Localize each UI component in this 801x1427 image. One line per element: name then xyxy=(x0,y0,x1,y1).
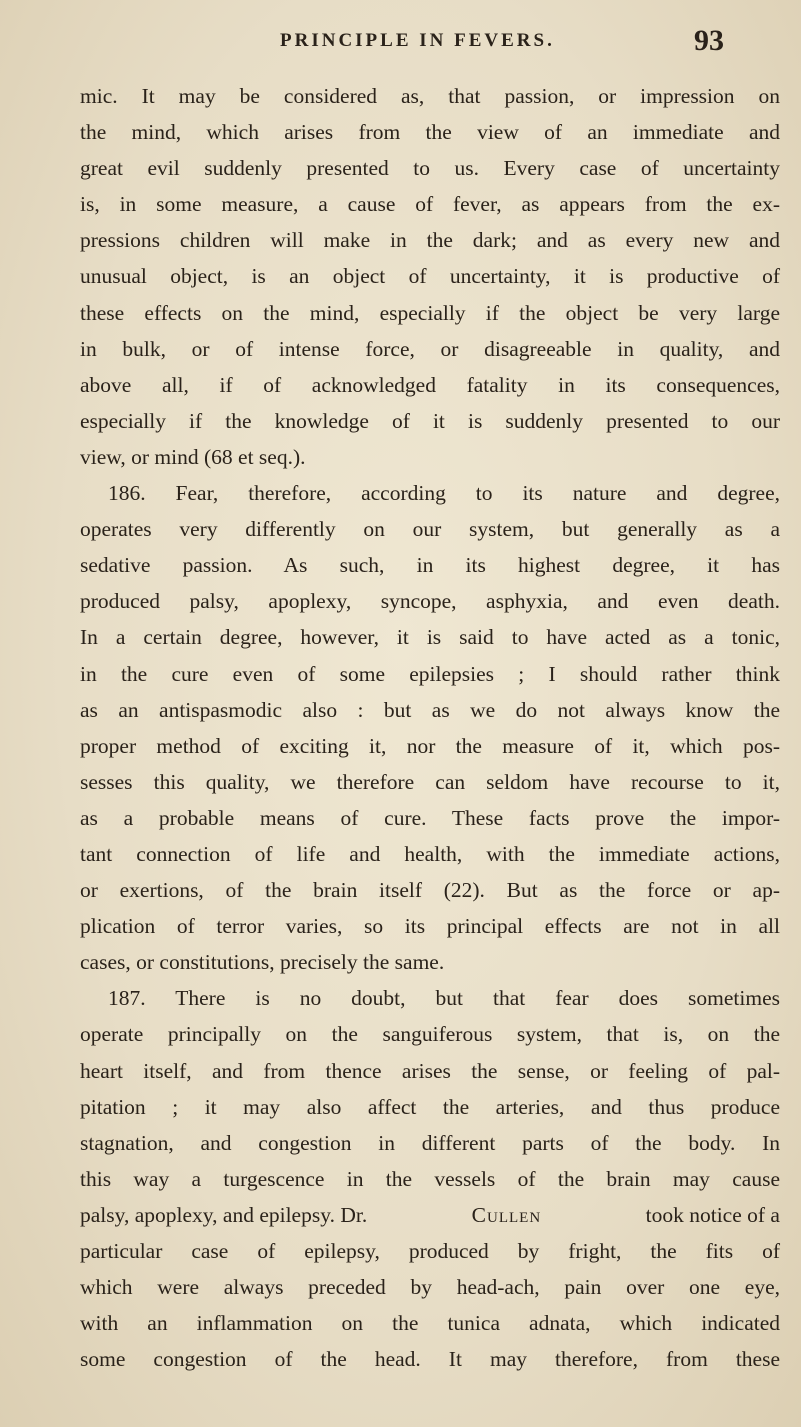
paragraph-186-start: 186. Fear, therefore, according to its nature and degree, xyxy=(108,481,780,506)
text-line: unusual object, is an object of uncertainty, it is productive of xyxy=(80,264,780,289)
text-line: pitation ; it may also affect the arteries, and thus produce xyxy=(80,1094,780,1119)
text-line: In a certain degree, however, it is said to have acted as a tonic, xyxy=(80,625,780,650)
body-text xyxy=(80,78,780,1377)
text-line: the mind, which arises from the view of an immediate and xyxy=(80,120,780,145)
text-line: or exertions, of the brain itself (22). But as the force or ap- xyxy=(80,878,780,903)
text-line: sesses this quality, we therefore can seldom have recourse to it, xyxy=(80,769,780,794)
text-line-with-name xyxy=(80,1197,780,1233)
text-line: these effects on the mind, especially if the object be very large xyxy=(80,300,780,325)
author-name-cullen: Cullen xyxy=(471,1202,542,1227)
text-line: mic. It may be considered as, that passion, or impression on xyxy=(80,84,780,108)
text-line: above all, if of acknowledged fatality in its consequences, xyxy=(80,372,780,397)
text-line: pressions children will make in the dark; and as every new and xyxy=(80,228,780,253)
text-line: especially if the knowledge of it is suddenly presented to our xyxy=(80,408,780,433)
text-line: great evil suddenly presented to us. Every case of uncertainty xyxy=(80,156,780,181)
text-line: operate principally on the sanguiferous system, that is, on the xyxy=(80,1022,780,1047)
running-title: PRINCIPLE IN FEVERS. xyxy=(280,30,555,51)
text-line: plication of terror varies, so its principal effects are not in all xyxy=(80,914,780,939)
text-line: in bulk, or of intense force, or disagreeable in quality, and xyxy=(80,336,780,361)
line-fragment: palsy, apoplexy, and epilepsy. Dr. xyxy=(80,1202,373,1227)
text-line: sedative passion. As such, in its highest degree, it has xyxy=(80,553,780,578)
line-fragment: took notice of a xyxy=(640,1202,780,1227)
text-line: which were always preceded by head-ach, pain over one eye, xyxy=(80,1275,780,1300)
paragraph-187-start: 187. There is no doubt, but that fear does sometimes xyxy=(108,986,780,1011)
text-line: is, in some measure, a cause of fever, as appears from the ex- xyxy=(80,192,780,217)
text-line: in the cure even of some epilepsies ; I should rather think xyxy=(80,661,780,686)
text-line: as a probable means of cure. These facts prove the impor- xyxy=(80,805,780,830)
text-line: particular case of epilepsy, produced by fright, the fits of xyxy=(80,1239,780,1263)
page-number: 93 xyxy=(694,24,724,57)
text-line: heart itself, and from thence arises the sense, or feeling of pal- xyxy=(80,1058,780,1083)
text-line: proper method of exciting it, nor the measure of it, which pos- xyxy=(80,733,780,758)
text-line: cases, or constitutions, precisely the same. xyxy=(80,950,445,975)
text-line: as an antispasmodic also : but as we do not always know the xyxy=(80,697,780,722)
text-line: view, or mind (68 et seq.). xyxy=(80,444,306,469)
text-line: produced palsy, apoplexy, syncope, asphyxia, and even death. xyxy=(80,589,780,614)
text-line: with an inflammation on the tunica adnata, which indicated xyxy=(80,1311,780,1336)
text-line: this way a turgescence in the vessels of the brain may cause xyxy=(80,1166,780,1191)
text-line: operates very differently on our system, but generally as a xyxy=(80,517,780,542)
text-line: stagnation, and congestion in different parts of the body. In xyxy=(80,1130,780,1155)
text-line: tant connection of life and health, with the immediate actions, xyxy=(80,841,780,866)
text-line: some congestion of the head. It may therefore, from these xyxy=(80,1347,780,1372)
